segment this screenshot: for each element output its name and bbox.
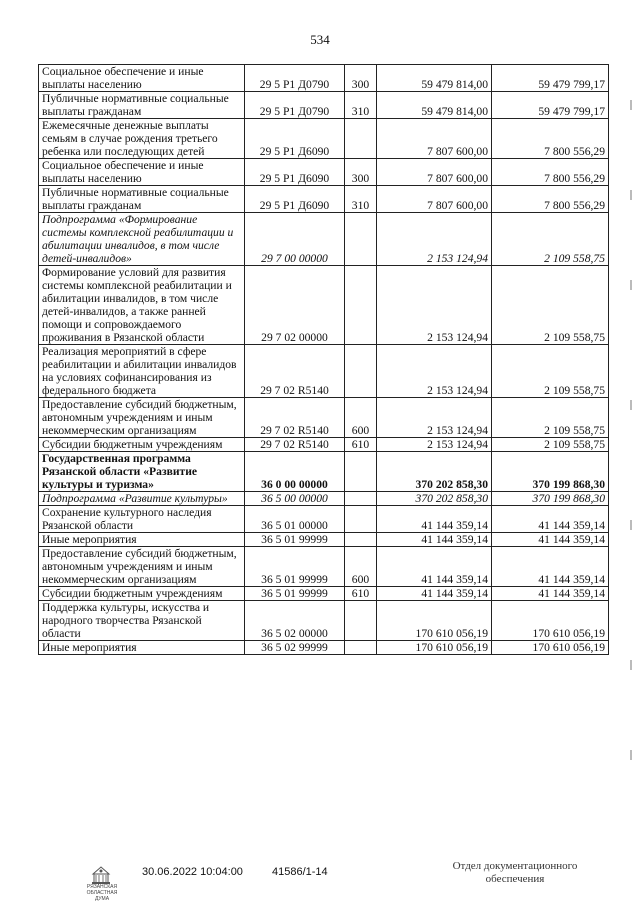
row-expense-type: 300 [345,65,377,92]
row-executed-amount: 2 109 558,75 [492,398,609,438]
row-target-code: 36 5 02 99999 [245,641,345,655]
row-executed-amount: 41 144 359,14 [492,533,609,547]
row-executed-amount: 2 109 558,75 [492,438,609,452]
table-row [39,398,609,438]
row-planned-amount: 41 144 359,14 [377,506,492,533]
row-target-code: 36 5 01 00000 [245,506,345,533]
row-name: Предоставление субсидий бюджетным, автономным учреждениям и иным некоммерческим организациям [39,547,245,587]
row-name: Субсидии бюджетным учреждениям [39,438,245,452]
row-executed-amount: 59 479 799,17 [492,92,609,119]
row-executed-amount: 7 800 556,29 [492,119,609,159]
row-target-code: 29 7 02 R5140 [245,345,345,398]
row-target-code: 36 5 02 00000 [245,601,345,641]
table-row [39,186,609,213]
row-executed-amount: 7 800 556,29 [492,186,609,213]
row-executed-amount: 41 144 359,14 [492,587,609,601]
table-row [39,533,609,547]
table-row [39,492,609,506]
row-executed-amount: 59 479 799,17 [492,65,609,92]
table-row [39,438,609,452]
row-name: Реализация мероприятий в сфере реабилитации и абилитации инвалидов на условиях софинансирования из федерального бюджета [39,345,245,398]
row-target-code: 29 5 Р1 Д0790 [245,92,345,119]
table-row [39,452,609,492]
row-planned-amount: 7 807 600,00 [377,159,492,186]
row-name: Публичные нормативные социальные выплаты гражданам [39,186,245,213]
row-expense-type: 310 [345,186,377,213]
table-row [39,266,609,345]
row-planned-amount: 2 153 124,94 [377,398,492,438]
row-expense-type [345,119,377,159]
table-row [39,601,609,641]
row-target-code: 29 5 Р1 Д6090 [245,186,345,213]
row-name: Предоставление субсидий бюджетным, автономным учреждениям и иным некоммерческим организациям [39,398,245,438]
document-number: 41586/1-14 [272,866,328,878]
row-planned-amount: 2 153 124,94 [377,438,492,452]
row-expense-type [345,452,377,492]
page-footer [0,860,640,900]
row-executed-amount: 41 144 359,14 [492,506,609,533]
row-target-code: 36 5 01 99999 [245,547,345,587]
logo-caption: РЯЗАНСКАЯ ОБЛАСТНАЯ ДУМА [86,884,118,902]
row-target-code: 36 0 00 00000 [245,452,345,492]
row-executed-amount: 370 199 868,30 [492,452,609,492]
row-name: Иные мероприятия [39,533,245,547]
row-executed-amount: 41 144 359,14 [492,547,609,587]
row-target-code: 36 5 01 99999 [245,533,345,547]
row-expense-type [345,345,377,398]
row-name: Формирование условий для развития системы комплексной реабилитации и абилитации инвалидов, в том числе детей-инвалидов, а также ранней помощи и сопровождаемого проживания в Рязанской области [39,266,245,345]
row-planned-amount: 2 153 124,94 [377,213,492,266]
row-name: Социальное обеспечение и иные выплаты населению [39,65,245,92]
row-expense-type [345,641,377,655]
row-expense-type: 300 [345,159,377,186]
row-name: Сохранение культурного наследия Рязанской области [39,506,245,533]
row-name: Публичные нормативные социальные выплаты гражданам [39,92,245,119]
row-name: Иные мероприятия [39,641,245,655]
page-number: 534 [310,32,330,47]
row-name: Поддержка культуры, искусства и народного творчества Рязанской области [39,601,245,641]
table-row [39,345,609,398]
row-name: Субсидии бюджетным учреждениям [39,587,245,601]
row-expense-type: 610 [345,438,377,452]
row-planned-amount: 370 202 858,30 [377,492,492,506]
row-target-code: 29 7 00 00000 [245,213,345,266]
row-planned-amount: 2 153 124,94 [377,266,492,345]
row-expense-type [345,492,377,506]
row-planned-amount: 59 479 814,00 [377,65,492,92]
row-executed-amount: 7 800 556,29 [492,159,609,186]
row-expense-type: 610 [345,587,377,601]
row-planned-amount: 41 144 359,14 [377,587,492,601]
budget-table [38,64,609,655]
row-planned-amount: 370 202 858,30 [377,452,492,492]
registration-datetime: 30.06.2022 10:04:00 [142,866,243,878]
row-expense-type [345,506,377,533]
row-target-code: 29 7 02 00000 [245,266,345,345]
row-executed-amount: 2 109 558,75 [492,266,609,345]
department-stamp: Отдел документационного обеспечения [452,860,578,885]
row-executed-amount: 170 610 056,19 [492,641,609,655]
row-target-code: 29 5 Р1 Д6090 [245,159,345,186]
row-expense-type: 600 [345,398,377,438]
row-expense-type [345,266,377,345]
row-name: Ежемесячные денежные выплаты семьям в случае рождения третьего ребенка или последующих детей [39,119,245,159]
row-executed-amount: 170 610 056,19 [492,601,609,641]
table-row [39,641,609,655]
row-target-code: 36 5 00 00000 [245,492,345,506]
row-name: Подпрограмма «Формирование системы комплексной реабилитации и абилитации инвалидов, в том числе детей-инвалидов» [39,213,245,266]
row-name: Подпрограмма «Развитие культуры» [39,492,245,506]
row-target-code: 29 7 02 R5140 [245,398,345,438]
row-executed-amount: 370 199 868,30 [492,492,609,506]
row-target-code: 29 7 02 R5140 [245,438,345,452]
row-planned-amount: 7 807 600,00 [377,119,492,159]
row-target-code: 36 5 01 99999 [245,587,345,601]
row-expense-type [345,601,377,641]
row-target-code: 29 5 Р1 Д0790 [245,65,345,92]
row-executed-amount: 2 109 558,75 [492,345,609,398]
row-planned-amount: 41 144 359,14 [377,533,492,547]
table-row [39,119,609,159]
row-planned-amount: 2 153 124,94 [377,345,492,398]
row-expense-type: 600 [345,547,377,587]
row-executed-amount: 2 109 558,75 [492,213,609,266]
row-name: Социальное обеспечение и иные выплаты населению [39,159,245,186]
table-row [39,92,609,119]
row-target-code: 29 5 Р1 Д6090 [245,119,345,159]
margin-marks [624,100,632,800]
row-expense-type [345,213,377,266]
table-row [39,547,609,587]
row-planned-amount: 41 144 359,14 [377,547,492,587]
table-row [39,587,609,601]
table-row [39,213,609,266]
table-row [39,159,609,186]
row-name: Государственная программа Рязанской области «Развитие культуры и туризма» [39,452,245,492]
row-planned-amount: 170 610 056,19 [377,601,492,641]
row-planned-amount: 7 807 600,00 [377,186,492,213]
table-row [39,65,609,92]
row-expense-type: 310 [345,92,377,119]
row-planned-amount: 170 610 056,19 [377,641,492,655]
row-expense-type [345,533,377,547]
row-planned-amount: 59 479 814,00 [377,92,492,119]
table-row [39,506,609,533]
